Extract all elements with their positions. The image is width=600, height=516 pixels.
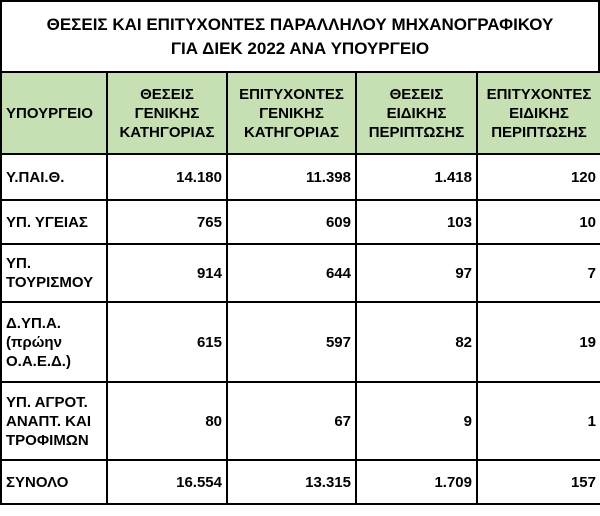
header-successful-general: ΕΠΙΤΥΧΟΝΤΕΣ ΓΕΝΙΚΗΣ ΚΑΤΗΓΟΡΙΑΣ — [227, 72, 356, 154]
title-line-1: ΘΕΣΕΙΣ ΚΑΙ ΕΠΙΤΥΧΟΝΤΕΣ ΠΑΡΑΛΛΗΛΟΥ ΜΗΧΑΝΟΓΡΑΦΙΚΟΥ — [46, 15, 554, 34]
cell-successful-special: 7 — [477, 244, 600, 302]
header-row — [1, 72, 600, 154]
cell-positions-general: 765 — [107, 200, 227, 244]
table-row — [1, 302, 600, 382]
table-title — [0, 0, 600, 72]
row-ministry: Δ.ΥΠ.Α. (πρώην Ο.Α.Ε.Δ.) — [1, 302, 107, 382]
cell-positions-general: 615 — [107, 302, 227, 382]
cell-positions-general: 14.180 — [107, 154, 227, 200]
header-successful-special: ΕΠΙΤΥΧΟΝΤΕΣ ΕΙΔΙΚΗΣ ΠΕΡΙΠΤΩΣΗΣ — [477, 72, 600, 154]
table-row — [1, 154, 600, 200]
title-line-2: ΓΙΑ ΔΙΕΚ 2022 ΑΝΑ ΥΠΟΥΡΓΕΙΟ — [170, 39, 430, 58]
cell-successful-special: 120 — [477, 154, 600, 200]
header-ministry: ΥΠΟΥΡΓΕΙΟ — [1, 72, 107, 154]
table-row — [1, 244, 600, 302]
cell-successful-general: 644 — [227, 244, 356, 302]
table-row — [1, 382, 600, 460]
cell-successful-special: 1 — [477, 382, 600, 460]
cell-successful-general: 609 — [227, 200, 356, 244]
cell-positions-special: 103 — [356, 200, 477, 244]
cell-successful-general: 13.315 — [227, 460, 356, 504]
cell-successful-general: 67 — [227, 382, 356, 460]
cell-successful-special: 19 — [477, 302, 600, 382]
header-positions-general: ΘΕΣΕΙΣ ΓΕΝΙΚΗΣ ΚΑΤΗΓΟΡΙΑΣ — [107, 72, 227, 154]
cell-successful-special: 157 — [477, 460, 600, 504]
row-ministry: ΣΥΝΟΛΟ — [1, 460, 107, 504]
cell-successful-special: 10 — [477, 200, 600, 244]
data-table — [0, 71, 600, 505]
cell-positions-special: 97 — [356, 244, 477, 302]
cell-positions-special: 1.418 — [356, 154, 477, 200]
table-row — [1, 200, 600, 244]
row-ministry: ΥΠ. ΥΓΕΙΑΣ — [1, 200, 107, 244]
cell-positions-special: 1.709 — [356, 460, 477, 504]
cell-positions-general: 914 — [107, 244, 227, 302]
cell-successful-general: 597 — [227, 302, 356, 382]
total-row — [1, 460, 600, 504]
header-positions-special: ΘΕΣΕΙΣ ΕΙΔΙΚΗΣ ΠΕΡΙΠΤΩΣΗΣ — [356, 72, 477, 154]
row-ministry: Υ.ΠΑΙ.Θ. — [1, 154, 107, 200]
cell-positions-special: 9 — [356, 382, 477, 460]
cell-positions-special: 82 — [356, 302, 477, 382]
row-ministry: ΥΠ. ΑΓΡΟΤ. ΑΝΑΠΤ. ΚΑΙ ΤΡΟΦΙΜΩΝ — [1, 382, 107, 460]
cell-positions-general: 16.554 — [107, 460, 227, 504]
cell-successful-general: 11.398 — [227, 154, 356, 200]
row-ministry: ΥΠ. ΤΟΥΡΙΣΜΟΥ — [1, 244, 107, 302]
cell-positions-general: 80 — [107, 382, 227, 460]
